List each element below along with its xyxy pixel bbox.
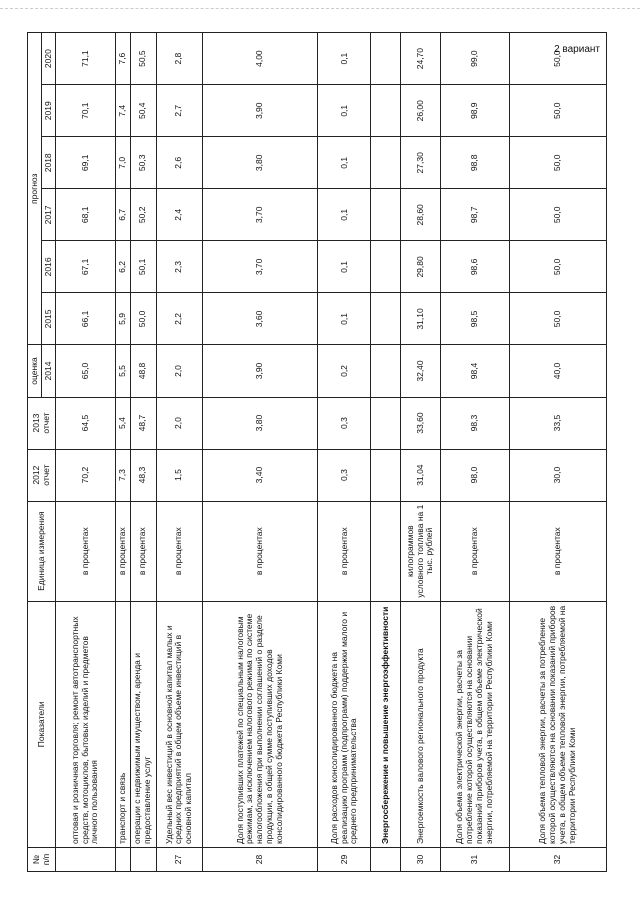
row-indicator: операции с недвижимым имуществом, аренда и предоставление услуг [130, 601, 156, 847]
row-value: 3,40 [202, 449, 317, 501]
row-indicator: оптовая и розничная торговля; ремонт автотранспортных средств, мотоциклов, бытовых изделий и предметов личного пользования [56, 601, 116, 847]
row-value: 48,7 [130, 397, 156, 449]
row-number [130, 847, 156, 871]
row-value: 65,0 [56, 345, 116, 397]
row-value [371, 85, 401, 137]
row-value: 71,1 [56, 33, 116, 85]
table-body [56, 33, 607, 872]
row-value: 3,60 [202, 293, 317, 345]
row-value: 29,80 [401, 241, 440, 293]
header-year-2013: 2013 отчет [28, 397, 56, 449]
row-value: 3,90 [202, 85, 317, 137]
row-value: 24,70 [401, 33, 440, 85]
row-unit: в процентах [509, 501, 606, 601]
table-row [156, 33, 202, 872]
row-value: 66,1 [56, 293, 116, 345]
row-indicator: Доля объема электрической энергии, расчеты за потребление которой осуществляются на основании показаний приборов учета, в общем объеме электрической энергии, потребляемой на территории Республики Коми [440, 601, 509, 847]
row-value: 68,1 [56, 189, 116, 241]
row-value: 98,7 [440, 189, 509, 241]
row-value: 48,3 [130, 449, 156, 501]
row-indicator: Удельный вес инвестиций в основной капитал малых и средних предприятий в общем объеме инвестиций в основной капитал [156, 601, 202, 847]
header-year-2016: 2016 [42, 241, 56, 293]
scan-noise-line [0, 8, 640, 11]
row-value: 50,0 [509, 33, 606, 85]
row-value: 3,70 [202, 189, 317, 241]
row-value [371, 137, 401, 189]
row-unit: в процентах [116, 501, 131, 601]
row-value: 6,2 [116, 241, 131, 293]
table-row [509, 33, 606, 872]
row-value: 0,1 [318, 293, 371, 345]
row-indicator: транспорт и связь [116, 601, 131, 847]
row-value: 98,9 [440, 85, 509, 137]
row-unit: в процентах [440, 501, 509, 601]
row-value: 5,4 [116, 397, 131, 449]
row-value: 50,1 [130, 241, 156, 293]
row-value: 50,4 [130, 85, 156, 137]
row-value: 64,5 [56, 397, 116, 449]
row-value: 33,60 [401, 397, 440, 449]
row-value: 0,1 [318, 189, 371, 241]
row-value [371, 241, 401, 293]
row-value: 50,5 [130, 33, 156, 85]
row-value: 0,3 [318, 397, 371, 449]
row-value [371, 345, 401, 397]
row-unit [371, 501, 401, 601]
row-value: 50,0 [509, 85, 606, 137]
row-value: 5,9 [116, 293, 131, 345]
header-year-2020: 2020 [42, 33, 56, 85]
table-row [56, 33, 116, 872]
row-value: 3,80 [202, 397, 317, 449]
row-number [56, 847, 116, 871]
row-value: 50,0 [509, 189, 606, 241]
row-value: 40,0 [509, 345, 606, 397]
row-unit: в процентах [202, 501, 317, 601]
row-value: 98,8 [440, 137, 509, 189]
row-value: 67,1 [56, 241, 116, 293]
row-unit: в процентах [56, 501, 116, 601]
row-number [116, 847, 131, 871]
row-value: 5,5 [116, 345, 131, 397]
header-forecast: прогноз [28, 33, 42, 345]
row-indicator: Энергоемкость валового регионального продукта [401, 601, 440, 847]
row-number: 27 [156, 847, 202, 871]
row-value: 50,0 [130, 293, 156, 345]
row-value: 2,0 [156, 397, 202, 449]
row-number: 28 [202, 847, 317, 871]
row-indicator: Энергосбережение и повышение энергоэффективности [371, 601, 401, 847]
row-value: 3,90 [202, 345, 317, 397]
row-number: 31 [440, 847, 509, 871]
row-value: 0,1 [318, 241, 371, 293]
row-value: 50,0 [509, 137, 606, 189]
table-row [401, 33, 440, 872]
row-value: 50,0 [509, 293, 606, 345]
row-value: 0,1 [318, 137, 371, 189]
row-value [371, 33, 401, 85]
row-value: 31,04 [401, 449, 440, 501]
row-value: 2,0 [156, 345, 202, 397]
row-value: 50,2 [130, 189, 156, 241]
row-value: 0,3 [318, 449, 371, 501]
row-value: 2,8 [156, 33, 202, 85]
row-value: 26,00 [401, 85, 440, 137]
row-value: 28,60 [401, 189, 440, 241]
row-value: 2,7 [156, 85, 202, 137]
row-value: 0,1 [318, 85, 371, 137]
row-value: 7,6 [116, 33, 131, 85]
header-year-2017: 2017 [42, 189, 56, 241]
row-unit: в процентах [318, 501, 371, 601]
header-year-2014: 2014 [42, 345, 56, 397]
header-year-2012: 2012 отчет [28, 449, 56, 501]
row-value [371, 397, 401, 449]
row-value: 3,70 [202, 241, 317, 293]
row-value: 2,4 [156, 189, 202, 241]
row-value [371, 293, 401, 345]
row-unit: в процентах [130, 501, 156, 601]
rotated-table-wrapper [27, 32, 607, 872]
row-value: 98,6 [440, 241, 509, 293]
row-value: 69,1 [56, 137, 116, 189]
row-value: 98,3 [440, 397, 509, 449]
header-no: № п/п [28, 847, 56, 871]
row-number [371, 847, 401, 871]
row-number: 29 [318, 847, 371, 871]
row-indicator: Доля поступивших платежей по специальным налоговым режимам, за исключением налогового режима по системе налогообложения при выполнении соглашений о разделе продукции, в общей сумме поступивших доходов консолидированного бюджета Республики Коми [202, 601, 317, 847]
row-value: 98,0 [440, 449, 509, 501]
row-value: 0,2 [318, 345, 371, 397]
row-value: 4,00 [202, 33, 317, 85]
row-unit: килограммов условного топлива на 1 тыс. рублей [401, 501, 440, 601]
row-unit: в процентах [156, 501, 202, 601]
table-row [202, 33, 317, 872]
row-value [371, 189, 401, 241]
row-value: 70,2 [56, 449, 116, 501]
indicators-table [27, 32, 607, 872]
row-value: 31,10 [401, 293, 440, 345]
row-value: 2,3 [156, 241, 202, 293]
row-value [371, 449, 401, 501]
header-year-2015: 2015 [42, 293, 56, 345]
row-value: 32,40 [401, 345, 440, 397]
header-year-2019: 2019 [42, 85, 56, 137]
row-value: 0,1 [318, 33, 371, 85]
row-value: 33,5 [509, 397, 606, 449]
row-value: 1,5 [156, 449, 202, 501]
row-value: 50,0 [509, 241, 606, 293]
row-value: 2,2 [156, 293, 202, 345]
row-value: 99,0 [440, 33, 509, 85]
row-value: 48,8 [130, 345, 156, 397]
row-number: 32 [509, 847, 606, 871]
row-number: 30 [401, 847, 440, 871]
table-row [116, 33, 131, 872]
row-value: 27,30 [401, 137, 440, 189]
header-unit: Единица измерения [28, 501, 56, 601]
row-value: 2,6 [156, 137, 202, 189]
header-estimate: оценка [28, 345, 42, 397]
row-value: 7,3 [116, 449, 131, 501]
header-year-2018: 2018 [42, 137, 56, 189]
row-value: 50,3 [130, 137, 156, 189]
row-indicator: Доля объема тепловой энергии, расчеты за потребление которой осуществляются на основании показаний приборов учета, в общем объеме тепловой энергии, потребляемой на территории Республики Коми [509, 601, 606, 847]
row-value: 3,80 [202, 137, 317, 189]
header-indicator: Показатели [28, 601, 56, 847]
row-value: 7,0 [116, 137, 131, 189]
row-value: 70,1 [56, 85, 116, 137]
table-row [371, 33, 401, 872]
table-row [318, 33, 371, 872]
table-row [440, 33, 509, 872]
variant-label: 2 вариант [554, 44, 600, 55]
row-indicator: Доля расходов консолидированного бюджета на реализацию программ (подпрограмм) поддержки малого и среднего предпринимательства [318, 601, 371, 847]
row-value: 98,4 [440, 345, 509, 397]
row-value: 98,5 [440, 293, 509, 345]
row-value: 6,7 [116, 189, 131, 241]
row-value: 30,0 [509, 449, 606, 501]
table-row [130, 33, 156, 872]
row-value: 7,4 [116, 85, 131, 137]
